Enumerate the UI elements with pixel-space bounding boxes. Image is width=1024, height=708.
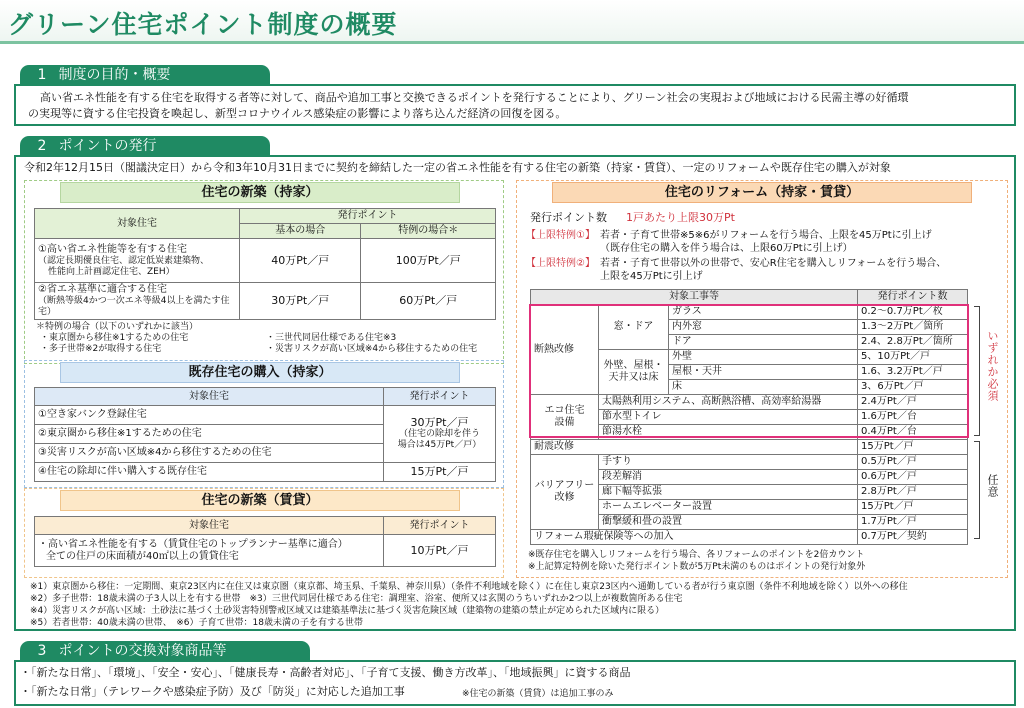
section1-num: 1 xyxy=(37,67,47,83)
section3-header xyxy=(20,641,310,661)
reform-row-work: 衝撃緩和畳の設置 xyxy=(599,515,858,530)
existing-p4: 15万Pt／戸 xyxy=(384,463,496,482)
section3-num: 3 xyxy=(37,643,47,659)
reform-points-value: 1戸あたり上限30万Pt xyxy=(626,211,735,224)
section3-line1: ・「新たな日常」、「環境」、「安全・安心」、「健康長寿・高齢者対応」、「子育て支援、働き方改革」、「地域振興」に資する商品 xyxy=(20,666,631,679)
reform-row-work: 段差解消 xyxy=(599,470,858,485)
reform-sp1-label: 【上限特例①】 xyxy=(526,230,595,241)
required-brace xyxy=(974,306,980,436)
reform-row-points: 1.3～2万Pt／箇所 xyxy=(858,320,968,335)
new-own-note1: ・東京圏から移住※1するための住宅 xyxy=(40,333,189,343)
footnote-2: ※2）多子世帯：18歳未満の子3人以上を有する世帯 ※3）三世代同居仕様である住宅：調理室、浴室、便所又は玄関のうちいずれか2つ以上が複数箇所ある住宅 xyxy=(30,594,683,604)
new-own-h-special: 特例の場合＊ xyxy=(361,224,496,239)
reform-points-label: 発行ポイント数 xyxy=(530,211,607,224)
new-rent-h-points: 発行ポイント xyxy=(384,517,496,535)
reform-row-work: 廊下幅等拡張 xyxy=(599,485,858,500)
required-label: いずれか必須 xyxy=(986,330,999,402)
reform-sub-window: 窓・ドア xyxy=(599,305,669,350)
reform-row-points: 2.4、2.8万Pt／箇所 xyxy=(858,335,968,350)
reform-row-points: 2.8万Pt／戸 xyxy=(858,485,968,500)
new-rent-bar: 住宅の新築（賃貸） xyxy=(60,490,460,511)
optional-label: 任意 xyxy=(986,474,999,498)
new-own-r1-basic: 40万Pt／戸 xyxy=(240,239,361,283)
new-own-note2: ・多子世帯※2が取得する住宅 xyxy=(40,344,162,354)
reform-row-points: 1.6、3.2万Pt／戸 xyxy=(858,365,968,380)
reform-sp2-text: 若者・子育て世帯以外の世帯で、安心R住宅を購入しリフォームを行う場合、 xyxy=(600,258,947,269)
existing-p1n2: 場合は45万Pt／戸） xyxy=(397,440,482,450)
section1-text-2: の実現等に資する住宅投資を喚起し、新型コロナウイルス感染症の影響により落ち込んだ経済の回復を図る。 xyxy=(28,107,567,120)
reform-row-work: 太陽熱利用システム、高断熱浴槽、高効率給湯器 xyxy=(599,395,858,410)
existing-r3: ③災害リスクが高い区域※4から移住するための住宅 xyxy=(35,444,384,463)
reform-sp2-text2: 上限を45万Ptに引上げ xyxy=(600,271,703,282)
reform-note1: ※既存住宅を購入しリフォームを行う場合、各リフォームのポイントを2倍カウント xyxy=(528,550,865,560)
reform-row-points: 0.7万Pt／契約 xyxy=(858,530,968,545)
reform-bar: 住宅のリフォーム（持家・賃貸） xyxy=(552,182,972,203)
section1-header xyxy=(20,65,270,85)
reform-row-points: 0.5万Pt／戸 xyxy=(858,455,968,470)
reform-sp1-text2: （既存住宅の購入を伴う場合は、上限60万Ptに引上げ） xyxy=(600,243,853,254)
reform-row-work: 外壁 xyxy=(669,350,858,365)
reform-cat-eco1: エコ住宅 xyxy=(544,405,585,416)
section2-header xyxy=(20,136,270,156)
new-own-note3: ・三世代同居仕様である住宅※3 xyxy=(266,333,397,343)
section2-title: ポイントの発行 xyxy=(58,138,157,154)
reform-row-work: ガラス xyxy=(669,305,858,320)
reform-cat-insul: 断熱改修 xyxy=(531,305,599,395)
reform-row-points: 2.4万Pt／戸 xyxy=(858,395,968,410)
reform-cat-bf2: 改修 xyxy=(554,492,575,503)
reform-row-points: 0.4万Pt／台 xyxy=(858,425,968,440)
new-own-r1b: （認定長期優良住宅、認定低炭素建築物、 xyxy=(38,255,210,266)
title-bar xyxy=(0,0,1024,44)
footnote-3: ※4）災害リスクが高い区域：土砂法に基づく土砂災害特別警戒区域又は建築基準法に基づく災害危険区域（建築物の建築の禁止が定められた区域内に限る） xyxy=(30,606,665,616)
section1-text-1: 高い省エネ性能を有する住宅を取得する者等に対して、商品や追加工事と交換できるポイントを発行することにより、グリーン社会の実現および地域における民需主導の好循環 xyxy=(40,91,909,104)
section2-lead: 令和2年12月15日（閣議決定日）から令和3年10月31日までに契約を締結した一定の省エネ性能を有する住宅の新築（持家・賃貸）、一定のリフォームや既存住宅の購入が対象 xyxy=(24,161,891,174)
existing-p1: 30万Pt／戸 xyxy=(410,416,469,429)
reform-row-points: 3、6万Pt／戸 xyxy=(858,380,968,395)
optional-brace xyxy=(974,441,980,539)
new-rent-h-target: 対象住宅 xyxy=(35,517,384,535)
new-own-table xyxy=(34,208,496,320)
reform-sub-wall1: 外壁、屋根・ xyxy=(603,360,664,371)
existing-p1n1: （住宅の除却を伴う xyxy=(398,429,480,439)
reform-sub-wall2: 天井又は床 xyxy=(608,372,659,383)
reform-cat-eco2: 設備 xyxy=(554,417,575,428)
reform-h-points: 発行ポイント数 xyxy=(858,290,968,305)
existing-bar: 既存住宅の購入（持家） xyxy=(60,362,460,383)
section3-line2: ・「新たな日常」（テレワークや感染症予防）及び「防災」に対応した追加工事 xyxy=(20,685,405,698)
section3-note: ※住宅の新築（賃貸）は追加工事のみ xyxy=(462,689,614,699)
new-rent-r1a: ・高い省エネ性能を有する（賃貸住宅のトップランナー基準に適合） xyxy=(38,538,348,550)
existing-r4: ④住宅の除却に伴い購入する既存住宅 xyxy=(35,463,384,482)
section3-box xyxy=(14,660,1016,706)
footnote-1: ※1）東京圏から移住：一定期間、東京23区内に在住又は東京圏（東京都、埼玉県、千葉県、神奈川県）（条件不利地域を除く）に在住し東京23区内へ通勤している者が行う東京圏（条件不利地域を除く）以外への移住 xyxy=(30,582,908,592)
new-own-r1a: ①高い省エネ性能等を有する住宅 xyxy=(38,243,187,255)
reform-row-work: 節湯水栓 xyxy=(599,425,858,440)
new-own-r2-special: 60万Pt／戸 xyxy=(361,283,496,320)
reform-row-points: 15万Pt／戸 xyxy=(858,500,968,515)
new-own-bar: 住宅の新築（持家） xyxy=(60,182,460,203)
section1-box xyxy=(14,84,1016,126)
section3-title: ポイントの交換対象商品等 xyxy=(58,643,227,659)
reform-row-work: 節水型トイレ xyxy=(599,410,858,425)
reform-row-work: 手すり xyxy=(599,455,858,470)
reform-row-points: 5、10万Pt／戸 xyxy=(858,350,968,365)
reform-row-work: ドア xyxy=(669,335,858,350)
reform-row-work: ホームエレベーター設置 xyxy=(599,500,858,515)
new-own-r2-basic: 30万Pt／戸 xyxy=(240,283,361,320)
new-rent-table xyxy=(34,516,496,567)
reform-note2: ※上記算定特例を除いた発行ポイント数が5万Pt未満のものはポイントの発行対象外 xyxy=(528,562,866,572)
new-own-h-target: 対象住宅 xyxy=(35,209,240,239)
new-own-r2b: （断熱等級4かつ一次エネ等級4以上を満たす住宅） xyxy=(38,296,230,317)
new-own-r1-special: 100万Pt／戸 xyxy=(361,239,496,283)
reform-row-points: 15万Pt／戸 xyxy=(858,440,968,455)
existing-r1: ①空き家バンク登録住宅 xyxy=(35,406,384,425)
new-own-note0: ＊特例の場合（以下のいずれかに該当） xyxy=(36,322,199,332)
footnote-4: ※5）若者世帯：40歳未満の世帯、 ※6）子育て世帯：18歳未満の子を有する世帯 xyxy=(30,618,363,628)
new-own-r1c: 性能向上計画認定住宅、ZEH） xyxy=(48,266,175,277)
section1-title: 制度の目的・概要 xyxy=(58,67,171,83)
new-own-r2a: ②省エネ基準に適合する住宅 xyxy=(38,284,167,295)
reform-sp2-label: 【上限特例②】 xyxy=(526,258,595,269)
reform-sp1-text: 若者・子育て世帯※5※6がリフォームを行う場合、上限を45万Ptに引上げ xyxy=(600,230,932,241)
existing-h-target: 対象住宅 xyxy=(35,388,384,406)
new-own-h-points: 発行ポイント xyxy=(240,209,496,224)
reform-cat-ins: リフォーム瑕疵保険等への加入 xyxy=(531,530,858,545)
reform-row-work: 屋根・天井 xyxy=(669,365,858,380)
new-own-h-basic: 基本の場合 xyxy=(240,224,361,239)
reform-row-points: 0.6万Pt／戸 xyxy=(858,470,968,485)
new-rent-p1: 10万Pt／戸 xyxy=(384,535,496,567)
existing-r2: ②東京圏から移住※1するための住宅 xyxy=(35,425,384,444)
reform-row-points: 1.6万Pt／台 xyxy=(858,410,968,425)
reform-row-work: 床 xyxy=(669,380,858,395)
reform-row-points: 0.2～0.7万Pt／枚 xyxy=(858,305,968,320)
reform-cat-tai: 耐震改修 xyxy=(531,440,858,455)
new-rent-r1b: 全ての住戸の床面積が40㎡以上の賃貸住宅 xyxy=(46,550,239,562)
reform-cat-bf1: バリアフリー xyxy=(534,480,595,491)
reform-row-points: 1.7万Pt／戸 xyxy=(858,515,968,530)
section2-num: 2 xyxy=(37,138,47,154)
page-title: グリーン住宅ポイント制度の概要 xyxy=(8,10,398,39)
existing-h-points: 発行ポイント xyxy=(384,388,496,406)
reform-row-work: 内外窓 xyxy=(669,320,858,335)
existing-table xyxy=(34,387,496,482)
required-highlight xyxy=(529,304,969,438)
new-own-note4: ・災害リスクが高い区域※4から移住するための住宅 xyxy=(266,344,478,354)
reform-h-work: 対象工事等 xyxy=(531,290,858,305)
